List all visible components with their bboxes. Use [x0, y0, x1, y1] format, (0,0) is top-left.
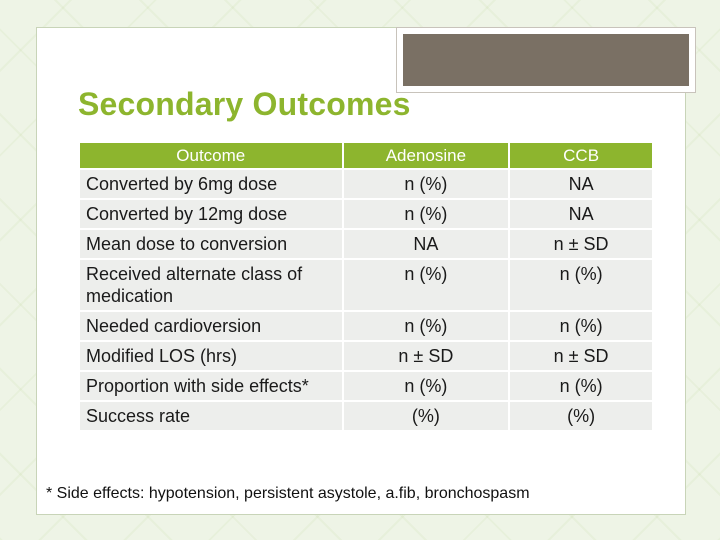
outcome-cell: Received alternate class of medication — [80, 260, 342, 310]
ccb-cell: NA — [510, 170, 652, 198]
outcome-cell: Needed cardioversion — [80, 312, 342, 340]
adenosine-cell: n (%) — [344, 200, 509, 228]
outcome-cell: Proportion with side effects* — [80, 372, 342, 400]
table-row — [80, 342, 652, 370]
outcome-cell: Converted by 6mg dose — [80, 170, 342, 198]
slide-title: Secondary Outcomes — [78, 86, 411, 122]
table-row — [80, 312, 652, 340]
table-row — [80, 260, 652, 310]
ccb-cell: n (%) — [510, 312, 652, 340]
ccb-cell: n (%) — [510, 372, 652, 400]
outcome-cell: Modified LOS (hrs) — [80, 342, 342, 370]
table-row — [80, 230, 652, 258]
adenosine-cell: NA — [344, 230, 509, 258]
ccb-cell: n ± SD — [510, 342, 652, 370]
table-row — [80, 372, 652, 400]
header-outcome: Outcome — [80, 143, 342, 168]
table-row — [80, 170, 652, 198]
outcome-cell: Converted by 12mg dose — [80, 200, 342, 228]
header-ccb: CCB — [510, 143, 652, 168]
adenosine-cell: n (%) — [344, 170, 509, 198]
outcome-cell: Success rate — [80, 402, 342, 430]
table-row — [80, 402, 652, 430]
adenosine-cell: n (%) — [344, 260, 509, 310]
table-row — [80, 200, 652, 228]
adenosine-cell: n ± SD — [344, 342, 509, 370]
side-effects-footnote: * Side effects: hypotension, persistent asystole, a.fib, bronchospasm — [46, 485, 530, 502]
adenosine-cell: n (%) — [344, 312, 509, 340]
ccb-cell: n ± SD — [510, 230, 652, 258]
decorative-top-block — [397, 28, 695, 92]
outcomes-table — [78, 141, 654, 432]
ccb-cell: n (%) — [510, 260, 652, 310]
outcome-cell: Mean dose to conversion — [80, 230, 342, 258]
adenosine-cell: (%) — [344, 402, 509, 430]
header-adenosine: Adenosine — [344, 143, 509, 168]
adenosine-cell: n (%) — [344, 372, 509, 400]
ccb-cell: (%) — [510, 402, 652, 430]
table-header-row — [80, 143, 652, 168]
ccb-cell: NA — [510, 200, 652, 228]
